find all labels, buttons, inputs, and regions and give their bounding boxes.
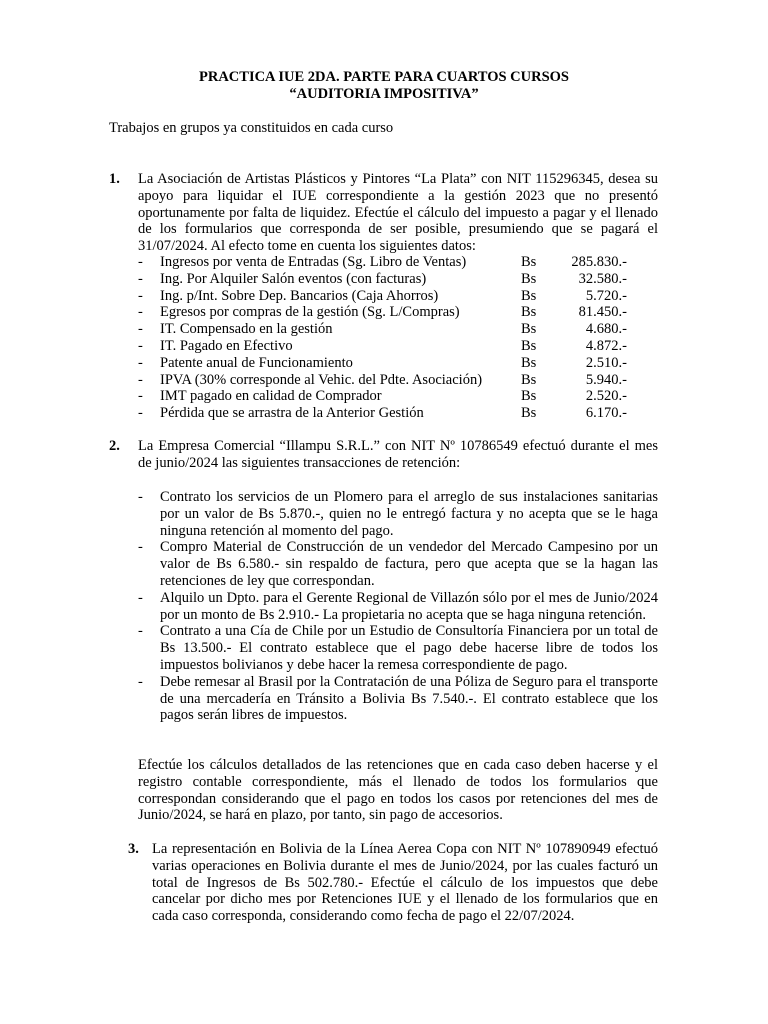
- data-list-item: [138, 355, 658, 372]
- question-1-data-list: [138, 254, 658, 422]
- list-dash: -: [138, 304, 143, 321]
- item-description: Egresos por compras de la gestión (Sg. L/Compras): [160, 304, 460, 321]
- item-description: Patente anual de Funcionamiento: [160, 354, 353, 371]
- list-dash: -: [138, 589, 143, 606]
- question-2-transactions-list: [138, 489, 658, 724]
- transaction-text: Alquilo un Dpto. para el Gerente Regional de Villazón sólo por el mes de Junio/2024 por un monto de Bs 2.910.- La propietaria no acepta que se haga ninguna retención.: [160, 589, 658, 623]
- list-dash: -: [138, 673, 143, 690]
- item-description: IT. Compensado en la gestión: [160, 321, 333, 338]
- item-amount: 5.720.-: [585, 287, 627, 304]
- item-amount: 4.680.-: [585, 321, 627, 338]
- list-dash: -: [138, 270, 143, 287]
- list-dash: -: [138, 623, 143, 640]
- data-list-item: [138, 288, 658, 305]
- list-dash: -: [138, 388, 143, 405]
- item-amount: 4.872.-: [585, 337, 627, 354]
- item-description: Ing. p/Int. Sobre Dep. Bancarios (Caja Ahorros): [160, 287, 439, 304]
- transaction-text: Debe remesar al Brasil por la Contratación de una Póliza de Seguro para el transporte de una mercadería en Tránsito a Bolivia Bs 7.540.-. El contrato establece que los pagos serán libres de impuestos.: [160, 673, 658, 724]
- data-list-item: [138, 271, 658, 288]
- transaction-item: [138, 674, 658, 724]
- data-list-item: [138, 338, 658, 355]
- data-list-item: [138, 321, 658, 338]
- list-dash: -: [138, 405, 143, 422]
- item-currency: Bs: [521, 304, 537, 321]
- item-amount: 81.450.-: [578, 304, 627, 321]
- item-currency: Bs: [521, 254, 537, 270]
- item-currency: Bs: [521, 354, 537, 371]
- question-2-text: La Empresa Comercial “Illampu S.R.L.” con NIT Nº 10786549 efectuó durante el mes de junio/2024 las siguientes transacciones de retención:: [138, 438, 658, 471]
- list-dash: -: [138, 337, 143, 354]
- item-description: IT. Pagado en Efectivo: [160, 337, 293, 354]
- data-list-item: [138, 388, 658, 405]
- item-currency: Bs: [521, 388, 537, 405]
- item-description: Ing. Por Alquiler Salón eventos (con facturas): [160, 270, 427, 287]
- transaction-text: Contrato a una Cía de Chile por un Estudio de Consultoría Financiera por un total de Bs 13.500.- El contrato establece que el pago debe hacerse libre de todos los impuestos bolivianos y debe hacer la remesa correspondiente de pago.: [160, 623, 658, 673]
- item-description: Ingresos por venta de Entradas (Sg. Libro de Ventas): [160, 254, 467, 270]
- item-currency: Bs: [521, 270, 537, 287]
- list-dash: -: [138, 287, 143, 304]
- list-dash: -: [138, 321, 143, 338]
- list-dash: -: [138, 354, 143, 371]
- item-currency: Bs: [521, 337, 537, 354]
- transaction-item: [138, 623, 658, 673]
- item-currency: Bs: [521, 405, 537, 422]
- item-amount: 285.830.-: [571, 254, 627, 270]
- list-dash: -: [138, 539, 143, 556]
- item-description: IMT pagado en calidad de Comprador: [160, 388, 382, 405]
- transaction-item: [138, 590, 658, 624]
- intro-text: Trabajos en grupos ya constituidos en cada curso: [109, 120, 394, 136]
- item-currency: Bs: [521, 371, 537, 388]
- item-description: IPVA (30% corresponde al Vehic. del Pdte. Asociación): [160, 371, 483, 388]
- question-2-number: 2.: [109, 438, 120, 454]
- question-3-text: La representación en Bolivia de la Línea Aerea Copa con NIT Nº 107890949 efectuó varias operaciones en Bolivia durante el mes de Junio/2024, por las cuales facturó un total de Ingresos de Bs 502.780.- Efectúe el cálculo de los impuestos que debe cancelar por dicho mes por Retenciones IUE y el llenado de los formularios que en cada caso corresponda, considerando como fecha de pago el 22/07/2024.: [152, 841, 658, 925]
- item-amount: 6.170.-: [585, 405, 627, 422]
- item-amount: 2.520.-: [585, 388, 627, 405]
- item-amount: 5.940.-: [585, 371, 627, 388]
- list-dash: -: [138, 254, 143, 270]
- item-amount: 32.580.-: [578, 270, 627, 287]
- transaction-item: [138, 489, 658, 539]
- item-currency: Bs: [521, 287, 537, 304]
- list-dash: -: [138, 489, 143, 505]
- transaction-text: Contrato los servicios de un Plomero para el arreglo de sus instalaciones sanitarias por un valor de Bs 5.870.-, quien no le entregó factura y no acepta que se le haga ninguna retención al momento del pago.: [160, 489, 658, 539]
- question-3-number: 3.: [128, 841, 139, 857]
- data-list-item: [138, 254, 658, 271]
- item-amount: 2.510.-: [585, 354, 627, 371]
- document-subtitle: “AUDITORIA IMPOSITIVA”: [289, 86, 479, 102]
- data-list-item: [138, 304, 658, 321]
- item-currency: Bs: [521, 321, 537, 338]
- data-list-item: [138, 372, 658, 389]
- question-1-text: La Asociación de Artistas Plásticos y Pintores “La Plata” con NIT 115296345, desea su apoyo para liquidar el IUE correspondiente a la gestión 2023 que no presentó oportunamente por falta de liquidez. Efectúe el cálculo del impuesto a pagar y el llenado de los formularios que corresponda de ser posible, presumiendo que se pagará el 31/07/2024. Al efecto tome en cuenta los siguientes datos:: [138, 171, 658, 255]
- data-list-item: [138, 405, 658, 422]
- transaction-text: Compro Material de Construcción de un vendedor del Mercado Campesino por un valor de Bs 6.580.- sin respaldo de factura, pero que acepta que se la hagan las retenciones de ley que correspondan.: [160, 539, 658, 589]
- transaction-item: [138, 539, 658, 589]
- document-title: PRACTICA IUE 2DA. PARTE PARA CUARTOS CURSOS: [199, 69, 569, 85]
- item-description: Pérdida que se arrastra de la Anterior Gestión: [160, 405, 424, 422]
- question-2-closing-text: Efectúe los cálculos detallados de las retenciones que en cada caso deben hacerse y el registro contable correspondiente, más el llenado de todos los formularios que correspondan considerando que el pago en todos los casos por retenciones del mes de Junio/2024, se hará en plazo, por tanto, sin pago de accesorios.: [138, 757, 658, 824]
- list-dash: -: [138, 371, 143, 388]
- question-1-number: 1.: [109, 171, 120, 187]
